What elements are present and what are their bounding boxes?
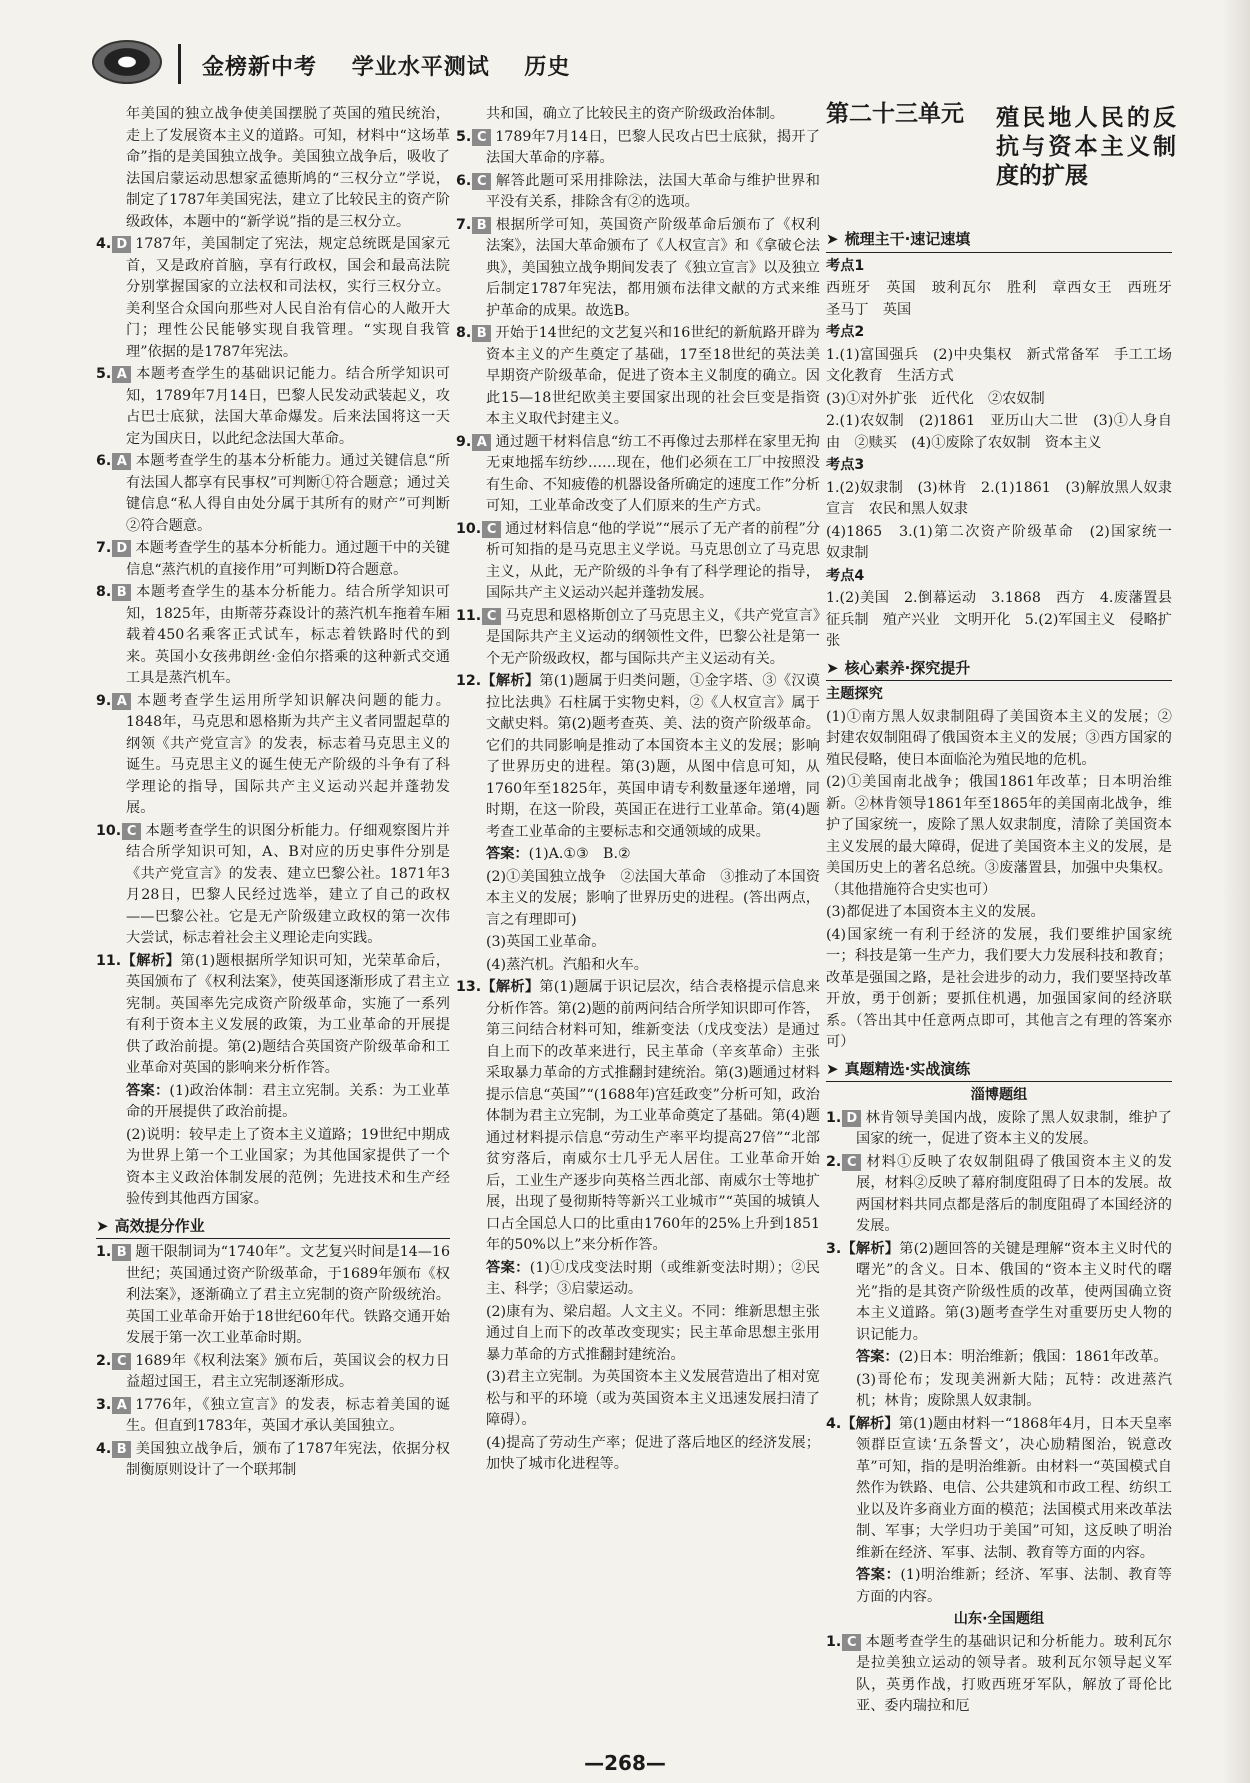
arrow-icon: ➤ [826, 1059, 839, 1078]
answer-item: 2. C 1689年《权利法案》颁布后，英国议会的权力日益超过国王，君主立宪制逐渐形成。 [96, 1352, 450, 1390]
topic-label: 主题探究 [826, 686, 883, 702]
answer-item: 4. D 1787年，美国制定了宪法，规定总统既是国家元首，又是政府首脑，享有行政权，国会和最高法院分别掌握国家的立法权和司法权，实行三权分立。美利坚合众国向那些对人民自治有信心的人敞开大门；理性公民能够实现自我管理。“实现自我管理”依据的是1787年宪法。 [96, 236, 450, 360]
kaodian-text: (3)①对外扩张 近代化 ②农奴制 [826, 390, 1045, 407]
answer-text: (3)英国工业革命。 [486, 934, 606, 950]
series-title: 金榜新中考 [202, 55, 318, 80]
answer-item: 13.【解析】第(1)题属于识记层次，结合表格提示信息来分析作答。第(2)题的前两问结合所学知识即可作答，第三问结合材料可知，维新变法（戊戌变法）是通过自上而下的改革来进行，民主革命（辛亥革命）主张采取暴力革命的方式推翻封建统治。第(3)题通过材料提示信息“英国”“(1688年)宫廷政变”分析可知，政治体制为君主立宪制，为工业革命奠定了基础。第(4)题通过材料提示信息“劳动生产率平均提高27倍”“北部贫穷落后，南威尔士几乎无人居住。工业革命开始后，工业生产逐步向英格兰西北部、南威尔士等地扩展，出现了曼彻斯特等新兴工业城市”“英国的城镇人口占全国总人口的比重由1760年的25%上升到1851年的50%以上”来分析作答。 [456, 979, 820, 1253]
group-title: 山东·全国题组 [953, 1611, 1045, 1627]
column-right [826, 101, 1187, 1769]
answer-item: 4.【解析】第(1)题由材料一“1868年4月，日本天皇率领群臣宣读‘五条誓文’，决心励精图治，锐意改革”可知，指的是明治维新。由材料一“英国模式自然作为铁路、电信、公共建筑和市政工程、纺织工业以及许多商业方面的模范；法国模式用来改革法制、军事；大学归功于美国”可知，这反映了明治维新在经济、军事、法制、教育等方面的内容。 [826, 1415, 1172, 1561]
answer-badge: C [472, 129, 491, 146]
answer-text: 答案：(2)日本：明治维新；俄国：1861年改革。 [856, 1349, 1168, 1365]
kaodian-text: (4)1865 3.(1)第二次资产阶级革命 (2)国家统一 奴隶制 [826, 523, 1187, 561]
section-heading: ➤ 高效提分作业 [96, 1215, 450, 1240]
answer-item: 6. A 本题考查学生的基本分析能力。通过关键信息“所有法国人都享有民事权”可判断①符合题意；通过关键信息“私人得自由处分属于其所有的财产”可判断②符合题意。 [96, 453, 450, 534]
answer-item: 5. C 1789年7月14日，巴黎人民攻占巴士底狱，揭开了法国大革命的序幕。 [456, 128, 820, 166]
answer-text: (2)说明：较早走上了资本主义道路；19世纪中期成为世界上第一个工业国家；为其他国家提供了一个资本主义政治体制发展的范例；先进技术和生产经验传到其他西方国家。 [126, 1126, 450, 1207]
answer-item: 2. C 材料①反映了农奴制阻碍了俄国资本主义的发展，材料②反映了幕府制度阻碍了日本的发展。故两国材料共同点都是落后的制度阻碍了本国经济的发展。 [826, 1153, 1172, 1234]
answer-item: 11.【解析】第(1)题根据所学知识可知，光荣革命后，英国颁布了《权利法案》，使英国逐渐形成了君主立宪制。英国率先完成资产阶级革命，实施了一系列有利于资本主义发展的政策，为工业革命的开展提供了政治前提。第(2)题结合英国资产阶级革命和工业革命对英国的影响来分析作答。 [96, 952, 450, 1076]
kaodian-text: 1.(1)富国强兵 (2)中央集权 新式常备军 手工工场 文化教育 生活方式 [826, 346, 1187, 384]
answer-text: (2)①美国独立战争 ②法国大革命 ③推动了本国资本主义的发展；影响了世界历史的进程。(答出两点，言之有理即可) [486, 868, 820, 928]
answer-badge: C [482, 608, 501, 625]
answer-text: 答案：(1)①戊戌变法时期（或维新变法时期）；②民主、科学；③启蒙运动。 [486, 1259, 820, 1297]
answer-badge: A [112, 693, 131, 710]
answer-text: (2)康有为、梁启超。人文主义。不同：维新思想主张通过自上而下的改革改变现实；民主革命思想主张用暴力革命的方式推翻封建统治。 [486, 1303, 820, 1363]
answer-text: (4)蒸汽机。汽船和火车。 [486, 956, 648, 973]
kaodian-label: 考点3 [826, 457, 865, 473]
topic-text: (4)国家统一有利于经济的发展，我们要维护国家统一；科技是第一生产力，我们要大力发展科技和教育；改革是强国之路，是社会进步的动力，我们要坚持改革开放，勇于创新；要抓住机遇，加强国家间的经济联系。（答出其中任意两点即可，其他言之有理的答案亦可） [826, 926, 1172, 1050]
answer-badge: B [472, 217, 491, 234]
answer-badge: C [112, 1353, 131, 1370]
answer-item: 11. C 马克思和恩格斯创立了马克思主义，《共产党宣言》是国际共产主义运动的纲领性文件，巴黎公社是第一个无产阶级政权，都与国际共产主义运动有关。 [456, 607, 820, 667]
group-title: 淄博题组 [970, 1087, 1028, 1103]
answer-item: 1. C 本题考查学生的基础识记和分析能力。玻利瓦尔是拉美独立运动的领导者。玻利瓦尔领导起义军队，英勇作战，打败西班牙军队，解放了哥伦比亚、委内瑞拉和厄 [826, 1633, 1172, 1714]
answer-text: (3)君主立宪制。为英国资本主义发展营造出了相对宽松与和平的环境（或为英国资本主义迅速发展扫清了障碍）。 [486, 1369, 820, 1428]
topic-text: (1)①南方黑人奴隶制阻碍了美国资本主义的发展；②封建农奴制阻碍了俄国资本主义的发展；③西方国家的殖民侵略，使日本面临沦为殖民地的危机。 [826, 708, 1172, 768]
topic-text: (3)都促进了本国资本主义的发展。 [826, 904, 1045, 920]
answer-text: (3)哥伦布；发现美洲新大陆；瓦特：改进蒸汽机；林肯；废除黑人奴隶制。 [856, 1371, 1172, 1409]
answer-item: 3.【解析】第(2)题回答的关键是理解“资本主义时代的曙光”的含义。日本、俄国的“资本主义时代的曙光”指的是其资产阶级性质的改革，使两国确立资本主义道路。第(3)题考查学生对重要历史人物的识记能力。 [826, 1240, 1172, 1343]
answer-item: 10. C 本题考查学生的识图分析能力。仔细观察图片并结合所学知识可知，A、B对应的历史事件分别是《共产党宣言》的发表、建立巴黎公社。1871年3月28日，巴黎人民经过选举，建立了自己的政权——巴黎公社。它是无产阶级建立政权的第一次伟大尝试，标志着社会主义理论走向实践。 [96, 822, 450, 946]
unit-title: 殖民地人民的反抗与资本主义制度的扩展 [996, 105, 1176, 189]
answer-item: 9. A 本题考查学生运用所学知识解决问题的能力。1848年，马克思和恩格斯为共产主义者同盟起草的纲领《共产党宣言》的发表，标志着马克思主义的诞生。马克思主义的诞生使无产阶级的斗争有了科学理论的指导，国际共产主义运动兴起并蓬勃发展。 [96, 692, 450, 816]
answer-badge: D [112, 236, 131, 253]
answer-badge: C [482, 521, 501, 538]
answer-badge: B [472, 325, 491, 342]
answer-badge: B [112, 1441, 131, 1458]
kaodian-label: 考点4 [826, 567, 865, 584]
kaodian-text: 1.(2)美国 2.倒幕运动 3.1868 西方 4.废藩置县 征兵制 殖产兴业 文明开化 5.(2)军国主义 侵略扩张 [826, 590, 1187, 649]
answer-badge: C [842, 1154, 861, 1171]
answer-badge: A [112, 366, 131, 383]
kaodian-text: 2.(1)农奴制 (2)1861 亚历山大二世 (3)①人身自由 ②赎买 (4)①废除了农奴制 资本主义 [826, 413, 1172, 451]
page-edge-shadow [1222, 0, 1250, 1783]
answer-badge: D [842, 1110, 861, 1127]
kaodian-text: 西班牙 英国 玻利瓦尔 胜利 章西女王 西班牙 圣马丁 英国 [826, 280, 1187, 318]
unit-number: 第二十三单元 [826, 101, 964, 127]
answer-item: 5. A 本题考查学生的基础识记能力。结合所学知识可知，1789年7月14日，巴黎人民发动武装起义，攻占巴士底狱，法国大革命爆发。后来法国将这一天定为国庆日，以此纪念法国大革命。 [96, 366, 450, 447]
arrow-icon: ➤ [826, 658, 839, 677]
answer-item: 8. B 本题考查学生的基本分析能力。结合所学知识可知，1825年，由斯蒂芬森设计的蒸汽机车拖着车厢载着450名乘客正式试车，标志着铁路时代的到来。英国小女孩弗朗丝·金伯尔搭乘的这种新式交通工具是蒸汽机车。 [96, 584, 450, 686]
answer-item: 7. B 根据所学可知，英国资产阶级革命后颁布了《权利法案》，法国大革命颁布了《人权宣言》和《拿破仑法典》，美国独立战争期间发表了《独立宣言》以及独立后制定1787年宪法，都用颁布法律文献的方式来维护革命的成果。故选B。 [456, 216, 820, 319]
answer-badge: C [472, 173, 491, 190]
arrow-icon: ➤ [96, 1216, 109, 1235]
answer-badge: C [842, 1634, 861, 1651]
answer-badge: B [112, 584, 131, 601]
answer-badge: A [472, 434, 491, 451]
answer-item: 9. A 通过题干材料信息“纺工不再像过去那样在家里无拘无束地摇车纺纱……现在，他们必须在工厂中按照没有生命、不知疲倦的机器设备所确定的速度工作”分析可知，工业革命改变了人们原来的生产方式。 [456, 433, 820, 514]
page-number: —268— [584, 1751, 666, 1775]
column-left [96, 104, 450, 1769]
answer-badge: D [112, 540, 131, 557]
answer-item: 7. D 本题考查学生的基本分析能力。通过题干中的关键信息“蒸汽机的直接作用”可判断D符合题意。 [96, 540, 450, 578]
answer-badge: A [112, 453, 131, 470]
kaodian-text: 1.(2)奴隶制 (3)林肯 2.(1)1861 (3)解放黑人奴隶宣言 农民和黑人奴隶 [826, 479, 1172, 517]
continued-text: 共和国，确立了比较民主的资产阶级政治体制。 [486, 106, 784, 122]
kaodian-label: 考点2 [826, 324, 865, 340]
header-title [202, 50, 596, 81]
kaodian-label: 考点1 [826, 257, 865, 274]
answer-item: 1. D 林肯领导美国内战，废除了黑人奴隶制，维护了国家的统一，促进了资本主义的发展。 [826, 1109, 1172, 1147]
answer-item: 8. B 开始于14世纪的文艺复兴和16世纪的新航路开辟为资本主义的产生奠定了基础，17至18世纪的英法美早期资产阶级革命，促进了资本主义制度的确立。因此15—18世纪欧美主要国家出现的社会巨变是指资本主义取代封建主义。 [456, 325, 820, 427]
continued-text: 年美国的独立战争使美国摆脱了英国的殖民统治，走上了发展资本主义的道路。可知，材料中“这场革命”指的是美国独立战争。美国独立战争后，吸收了法国启蒙运动思想家孟德斯鸠的“三权分立”学说，制定了1787年美国宪法，建立了比较民主的资产阶级政体，本题中的“新学说”指的是三权分立。 [126, 106, 450, 230]
answer-item: 12.【解析】第(1)题属于归类问题，①金字塔、③《汉谟拉比法典》石柱属于实物史料，②《人权宣言》属于文献史料。第(2)题考查英、美、法的资产阶级革命。它们的共同影响是推动了本国资本主义的发展；影响了世界历史的进程。第(3)题，从图中信息可知，从1760年至1825年，英国申请专利数量逐年递增，同时期，在这一阶段，英国正在进行工业革命。第(4)题考查工业革命的主要标志和交通领域的成果。 [456, 673, 820, 840]
section-heading: ➤ 真题精选·实战演练 [826, 1058, 1172, 1083]
subject-title: 历史 [524, 55, 571, 80]
answer-item: 4. B 美国独立战争后，颁布了1787年宪法，依据分权制衡原则设计了一个联邦制 [96, 1440, 450, 1478]
section-heading: ➤ 核心素养·探究提升 [826, 657, 1172, 682]
answer-badge: C [122, 823, 141, 840]
answer-text: (4)提高了劳动生产率；促进了落后地区的经济发展；加快了城市化进程等。 [486, 1434, 820, 1472]
section-heading: ➤ 梳理主干·速记速填 [826, 228, 1172, 253]
answer-item: 3. A 1776年，《独立宣言》的发表，标志着美国的诞生。但直到1783年，英国才承认美国独立。 [96, 1396, 450, 1434]
answer-text: 答案：(1)明治维新；经济、军事、法制、教育等方面的内容。 [856, 1567, 1172, 1605]
answer-badge: A [112, 1397, 131, 1414]
book-subtitle: 学业水平测试 [351, 55, 490, 80]
topic-text: (2)①美国南北战争；俄国1861年改革；日本明治维新。②林肯领导1861年至1865年的美国南北战争，维护了国家统一，废除了黑人奴隶制度，清除了美国资本主义发展的最大障碍，促进了美国资本主义的发展，是美国历史上的著名总统。③废藩置县，加强中央集权。（其他措施符合史实也可） [826, 774, 1172, 898]
arrow-icon: ➤ [826, 230, 839, 248]
column-middle [456, 104, 820, 1769]
answer-item: 6. C 解答此题可采用排除法，法国大革命与维护世界和平没有关系，排除含有②的选项。 [456, 172, 820, 210]
page-header [0, 0, 1250, 110]
unit-heading [826, 101, 1176, 224]
answer-text: 答案：(1)A.①③ B.② [486, 846, 631, 862]
answer-item: 1. B 题干限制词为“1740年”。文艺复兴时间是14—16世纪；英国通过资产阶级革命，于1689年颁布《权利法案》，逐渐确立了君主立宪制的资产阶级统治。英国工业革命开始于18世纪60年代。铁路交通开始发展于第一次工业革命时期。 [96, 1244, 450, 1346]
answer-badge: B [112, 1244, 131, 1261]
answer-text: 答案：(1)政治体制：君主立宪制。关系：为工业革命的开展提供了政治前提。 [126, 1082, 450, 1120]
publisher-logo [92, 40, 162, 84]
header-divider [178, 44, 181, 84]
answer-item: 10. C 通过材料信息“他的学说”“展示了无产者的前程”分析可知指的是马克思主义学说。马克思创立了马克思主义，从此，无产阶级的斗争有了科学理论的指导，国际共产主义运动兴起并蓬勃发展。 [456, 520, 820, 601]
